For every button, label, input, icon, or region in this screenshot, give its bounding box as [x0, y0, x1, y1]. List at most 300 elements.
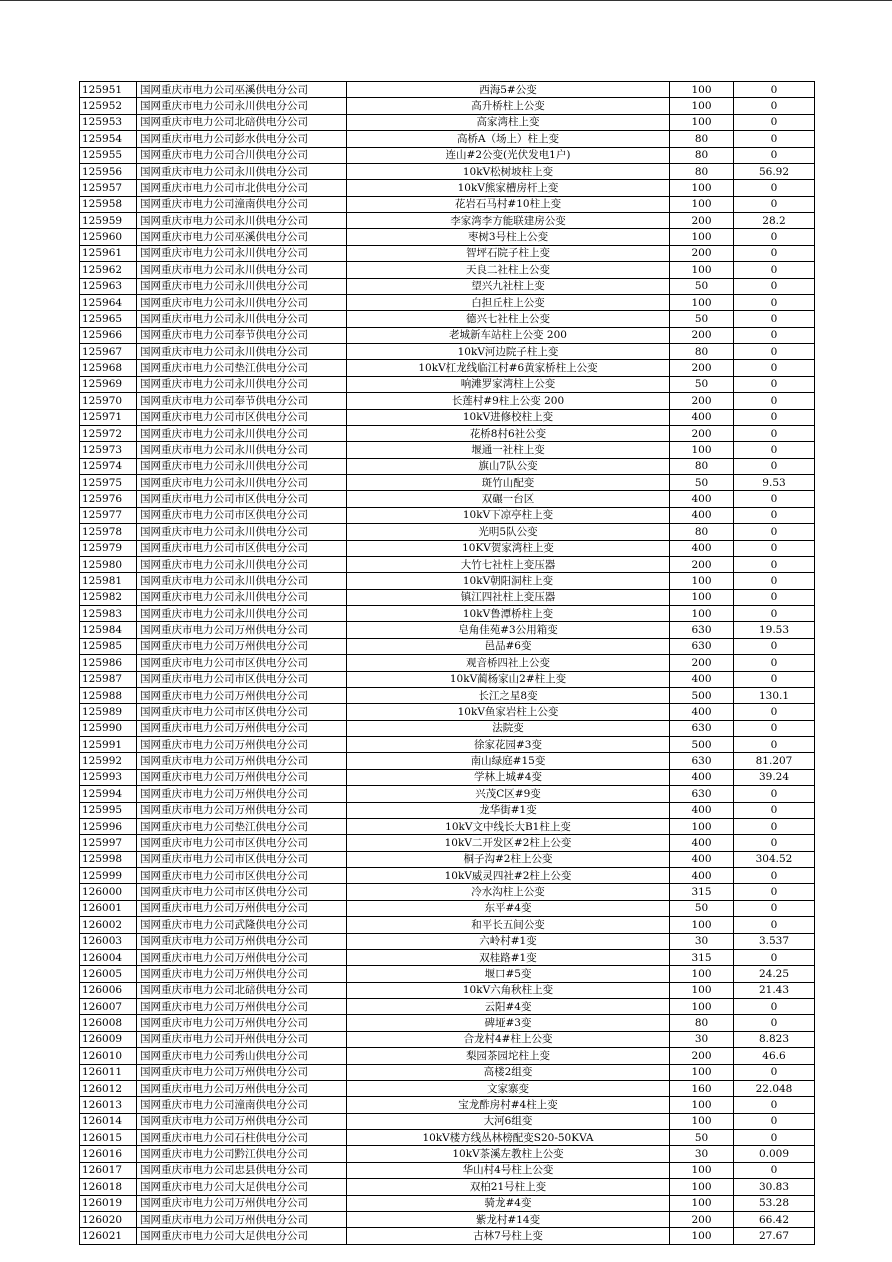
- value-cell: 0: [734, 737, 815, 753]
- row-id-cell: 126021: [80, 1228, 137, 1244]
- transformer-name-cell: 观音桥四社上公变: [347, 655, 670, 671]
- capacity-cell: 100: [670, 1195, 734, 1211]
- transformer-name-cell: 碑垭#3变: [347, 1015, 670, 1031]
- transformer-name-cell: 云阳#4变: [347, 999, 670, 1015]
- transformer-name-cell: 高桥A（场上）柱上变: [347, 131, 670, 147]
- transformer-name-cell: 李家湾李方能联建房公变: [347, 213, 670, 229]
- company-cell: 国网重庆市电力公司彭水供电分公司: [137, 131, 347, 147]
- company-cell: 国网重庆市电力公司合川供电分公司: [137, 147, 347, 163]
- value-cell: 0: [734, 344, 815, 360]
- company-cell: 国网重庆市电力公司万州供电分公司: [137, 1113, 347, 1129]
- table-row: [80, 638, 815, 654]
- company-cell: 国网重庆市电力公司万州供电分公司: [137, 1211, 347, 1227]
- company-cell: 国网重庆市电力公司万州供电分公司: [137, 933, 347, 949]
- transformer-name-cell: 冷水沟柱上公变: [347, 884, 670, 900]
- table-body: [80, 82, 815, 1245]
- company-cell: 国网重庆市电力公司永川供电分公司: [137, 311, 347, 327]
- company-cell: 国网重庆市电力公司北碚供电分公司: [137, 114, 347, 130]
- value-cell: 0: [734, 835, 815, 851]
- value-cell: 0: [734, 720, 815, 736]
- value-cell: 0: [734, 196, 815, 212]
- table-row: [80, 278, 815, 294]
- row-id-cell: 125968: [80, 360, 137, 376]
- table-row: [80, 933, 815, 949]
- row-id-cell: 125990: [80, 720, 137, 736]
- table-row: [80, 1064, 815, 1080]
- transformer-name-cell: 和平长五间公变: [347, 917, 670, 933]
- table-row: [80, 818, 815, 834]
- capacity-cell: 100: [670, 196, 734, 212]
- row-id-cell: 126003: [80, 933, 137, 949]
- capacity-cell: 500: [670, 687, 734, 703]
- company-cell: 国网重庆市电力公司万州供电分公司: [137, 999, 347, 1015]
- company-cell: 国网重庆市电力公司黔江供电分公司: [137, 1146, 347, 1162]
- row-id-cell: 126005: [80, 966, 137, 982]
- row-id-cell: 125981: [80, 573, 137, 589]
- table-row: [80, 98, 815, 114]
- row-id-cell: 125994: [80, 786, 137, 802]
- value-cell: 0: [734, 704, 815, 720]
- value-cell: 0: [734, 327, 815, 343]
- capacity-cell: 100: [670, 818, 734, 834]
- transformer-name-cell: 光明5队公变: [347, 524, 670, 540]
- company-cell: 国网重庆市电力公司永川供电分公司: [137, 262, 347, 278]
- company-cell: 国网重庆市电力公司万州供电分公司: [137, 638, 347, 654]
- company-cell: 国网重庆市电力公司万州供电分公司: [137, 900, 347, 916]
- value-cell: 0: [734, 1097, 815, 1113]
- transformer-name-cell: 连山#2公变(光伏发电1户): [347, 147, 670, 163]
- transformer-name-cell: 10kV威灵四社#2柱上公变: [347, 868, 670, 884]
- table-row: [80, 327, 815, 343]
- transformer-name-cell: 南山绿庭#15变: [347, 753, 670, 769]
- capacity-cell: 630: [670, 786, 734, 802]
- transformer-name-cell: 骑龙#4变: [347, 1195, 670, 1211]
- value-cell: 0: [734, 458, 815, 474]
- value-cell: 0: [734, 671, 815, 687]
- capacity-cell: 100: [670, 606, 734, 622]
- transformer-name-cell: 10kV鱼家岩柱上公变: [347, 704, 670, 720]
- row-id-cell: 126017: [80, 1162, 137, 1178]
- company-cell: 国网重庆市电力公司石柱供电分公司: [137, 1130, 347, 1146]
- value-cell: 22.048: [734, 1080, 815, 1096]
- row-id-cell: 126007: [80, 999, 137, 1015]
- capacity-cell: 400: [670, 868, 734, 884]
- capacity-cell: 630: [670, 720, 734, 736]
- table-row: [80, 573, 815, 589]
- row-id-cell: 125987: [80, 671, 137, 687]
- company-cell: 国网重庆市电力公司万州供电分公司: [137, 737, 347, 753]
- value-cell: 0: [734, 556, 815, 572]
- value-cell: 0: [734, 900, 815, 916]
- company-cell: 国网重庆市电力公司奉节供电分公司: [137, 327, 347, 343]
- capacity-cell: 100: [670, 1064, 734, 1080]
- value-cell: 0: [734, 229, 815, 245]
- value-cell: 27.67: [734, 1228, 815, 1244]
- value-cell: 0: [734, 491, 815, 507]
- table-row: [80, 163, 815, 179]
- value-cell: 46.6: [734, 1048, 815, 1064]
- row-id-cell: 125951: [80, 82, 137, 98]
- table-row: [80, 82, 815, 98]
- row-id-cell: 126019: [80, 1195, 137, 1211]
- capacity-cell: 200: [670, 655, 734, 671]
- value-cell: 0: [734, 360, 815, 376]
- row-id-cell: 126015: [80, 1130, 137, 1146]
- capacity-cell: 200: [670, 1048, 734, 1064]
- transformer-name-cell: 老城新车站柱上公变 200: [347, 327, 670, 343]
- table-row: [80, 393, 815, 409]
- table-row: [80, 1113, 815, 1129]
- table-row: [80, 245, 815, 261]
- table-row: [80, 671, 815, 687]
- company-cell: 国网重庆市电力公司潼南供电分公司: [137, 196, 347, 212]
- row-id-cell: 125986: [80, 655, 137, 671]
- transformer-name-cell: 紫龙村#14变: [347, 1211, 670, 1227]
- capacity-cell: 100: [670, 442, 734, 458]
- table-row: [80, 425, 815, 441]
- capacity-cell: 50: [670, 278, 734, 294]
- transformer-name-cell: 10kV茶溪左教柱上公变: [347, 1146, 670, 1162]
- company-cell: 国网重庆市电力公司万州供电分公司: [137, 802, 347, 818]
- row-id-cell: 125961: [80, 245, 137, 261]
- row-id-cell: 125984: [80, 622, 137, 638]
- company-cell: 国网重庆市电力公司市区供电分公司: [137, 851, 347, 867]
- table-row: [80, 131, 815, 147]
- transformer-name-cell: 旗山7队公变: [347, 458, 670, 474]
- value-cell: 56.92: [734, 163, 815, 179]
- value-cell: 0: [734, 786, 815, 802]
- transformer-name-cell: 10kV进修校柱上变: [347, 409, 670, 425]
- value-cell: 0: [734, 818, 815, 834]
- capacity-cell: 50: [670, 900, 734, 916]
- capacity-cell: 400: [670, 409, 734, 425]
- row-id-cell: 125978: [80, 524, 137, 540]
- table-row: [80, 589, 815, 605]
- value-cell: 0: [734, 131, 815, 147]
- row-id-cell: 125991: [80, 737, 137, 753]
- value-cell: 0: [734, 802, 815, 818]
- table-row: [80, 802, 815, 818]
- value-cell: 0: [734, 868, 815, 884]
- table-row: [80, 507, 815, 523]
- capacity-cell: 200: [670, 245, 734, 261]
- table-row: [80, 1162, 815, 1178]
- capacity-cell: 50: [670, 376, 734, 392]
- value-cell: 0: [734, 917, 815, 933]
- value-cell: 3.537: [734, 933, 815, 949]
- transformer-name-cell: 10kV松树坡柱上变: [347, 163, 670, 179]
- capacity-cell: 100: [670, 982, 734, 998]
- company-cell: 国网重庆市电力公司万州供电分公司: [137, 966, 347, 982]
- table-row: [80, 311, 815, 327]
- row-id-cell: 126008: [80, 1015, 137, 1031]
- transformer-name-cell: 文家寨变: [347, 1080, 670, 1096]
- transformer-name-cell: 双柏21号柱上变: [347, 1179, 670, 1195]
- row-id-cell: 125997: [80, 835, 137, 851]
- company-cell: 国网重庆市电力公司巫溪供电分公司: [137, 82, 347, 98]
- row-id-cell: 125963: [80, 278, 137, 294]
- value-cell: 0: [734, 262, 815, 278]
- value-cell: 0: [734, 311, 815, 327]
- value-cell: 0: [734, 606, 815, 622]
- capacity-cell: 400: [670, 835, 734, 851]
- table-row: [80, 769, 815, 785]
- value-cell: 0: [734, 245, 815, 261]
- table-row: [80, 606, 815, 622]
- transformer-name-cell: 斑竹山配变: [347, 475, 670, 491]
- table-row: [80, 409, 815, 425]
- company-cell: 国网重庆市电力公司永川供电分公司: [137, 294, 347, 310]
- value-cell: 0: [734, 1064, 815, 1080]
- row-id-cell: 125975: [80, 475, 137, 491]
- transformer-name-cell: 古林7号柱上变: [347, 1228, 670, 1244]
- value-cell: 53.28: [734, 1195, 815, 1211]
- transformer-name-cell: 合龙村4#柱上公变: [347, 1031, 670, 1047]
- row-id-cell: 125982: [80, 589, 137, 605]
- transformer-name-cell: 花桥8村6社公变: [347, 425, 670, 441]
- transformer-name-cell: 兴茂C区#9变: [347, 786, 670, 802]
- page-top-rule: [0, 0, 892, 1]
- transformer-name-cell: 桐子沟#2柱上公变: [347, 851, 670, 867]
- capacity-cell: 400: [670, 507, 734, 523]
- company-cell: 国网重庆市电力公司永川供电分公司: [137, 475, 347, 491]
- transformer-name-cell: 皂角佳苑#3公用箱变: [347, 622, 670, 638]
- capacity-cell: 200: [670, 556, 734, 572]
- capacity-cell: 100: [670, 294, 734, 310]
- capacity-cell: 100: [670, 82, 734, 98]
- value-cell: 0: [734, 98, 815, 114]
- value-cell: 0: [734, 949, 815, 965]
- row-id-cell: 125992: [80, 753, 137, 769]
- capacity-cell: 100: [670, 917, 734, 933]
- row-id-cell: 125958: [80, 196, 137, 212]
- value-cell: 0: [734, 393, 815, 409]
- transformer-name-cell: 双桂路#1变: [347, 949, 670, 965]
- value-cell: 81.207: [734, 753, 815, 769]
- table-row: [80, 344, 815, 360]
- table-row: [80, 737, 815, 753]
- row-id-cell: 126009: [80, 1031, 137, 1047]
- value-cell: 39.24: [734, 769, 815, 785]
- capacity-cell: 100: [670, 180, 734, 196]
- row-id-cell: 125995: [80, 802, 137, 818]
- table-row: [80, 1195, 815, 1211]
- row-id-cell: 126001: [80, 900, 137, 916]
- row-id-cell: 125970: [80, 393, 137, 409]
- row-id-cell: 125996: [80, 818, 137, 834]
- transformer-name-cell: 东平#4变: [347, 900, 670, 916]
- transformer-name-cell: 10kV熊家槽房杆上变: [347, 180, 670, 196]
- value-cell: 0: [734, 524, 815, 540]
- transformer-name-cell: 天良二社柱上公变: [347, 262, 670, 278]
- row-id-cell: 125964: [80, 294, 137, 310]
- capacity-cell: 400: [670, 802, 734, 818]
- capacity-cell: 400: [670, 540, 734, 556]
- transformer-name-cell: 西海5#公变: [347, 82, 670, 98]
- value-cell: 30.83: [734, 1179, 815, 1195]
- capacity-cell: 100: [670, 1162, 734, 1178]
- table-row: [80, 376, 815, 392]
- value-cell: 0: [734, 442, 815, 458]
- transformer-name-cell: 徐家花园#3变: [347, 737, 670, 753]
- row-id-cell: 125979: [80, 540, 137, 556]
- row-id-cell: 125988: [80, 687, 137, 703]
- capacity-cell: 400: [670, 671, 734, 687]
- capacity-cell: 80: [670, 131, 734, 147]
- row-id-cell: 125955: [80, 147, 137, 163]
- transformer-name-cell: 镇江四社柱上变压器: [347, 589, 670, 605]
- value-cell: 28.2: [734, 213, 815, 229]
- company-cell: 国网重庆市电力公司万州供电分公司: [137, 753, 347, 769]
- transformer-name-cell: 10kV杠龙线临江村#6黄家桥柱上公变: [347, 360, 670, 376]
- table-row: [80, 475, 815, 491]
- capacity-cell: 500: [670, 737, 734, 753]
- row-id-cell: 125971: [80, 409, 137, 425]
- table-row: [80, 458, 815, 474]
- transformer-name-cell: 长江之星8变: [347, 687, 670, 703]
- row-id-cell: 126016: [80, 1146, 137, 1162]
- value-cell: 0: [734, 540, 815, 556]
- company-cell: 国网重庆市电力公司秀山供电分公司: [137, 1048, 347, 1064]
- row-id-cell: 126018: [80, 1179, 137, 1195]
- transformer-name-cell: 10kV鲁潭桥柱上变: [347, 606, 670, 622]
- value-cell: 130.1: [734, 687, 815, 703]
- capacity-cell: 200: [670, 425, 734, 441]
- table-row: [80, 262, 815, 278]
- company-cell: 国网重庆市电力公司市区供电分公司: [137, 655, 347, 671]
- table-row: [80, 720, 815, 736]
- value-cell: 0: [734, 409, 815, 425]
- transformer-name-cell: 枣树3号柱上公变: [347, 229, 670, 245]
- transformer-name-cell: 宝龙酢房村#4柱上变: [347, 1097, 670, 1113]
- capacity-cell: 100: [670, 114, 734, 130]
- table-row: [80, 786, 815, 802]
- company-cell: 国网重庆市电力公司市区供电分公司: [137, 884, 347, 900]
- company-cell: 国网重庆市电力公司市区供电分公司: [137, 409, 347, 425]
- transformer-name-cell: 10kV楼方线丛林榜配变S20-50KVA: [347, 1130, 670, 1146]
- company-cell: 国网重庆市电力公司潼南供电分公司: [137, 1097, 347, 1113]
- company-cell: 国网重庆市电力公司万州供电分公司: [137, 622, 347, 638]
- row-id-cell: 125983: [80, 606, 137, 622]
- table-row: [80, 147, 815, 163]
- value-cell: 21.43: [734, 982, 815, 998]
- company-cell: 国网重庆市电力公司市区供电分公司: [137, 868, 347, 884]
- company-cell: 国网重庆市电力公司忠县供电分公司: [137, 1162, 347, 1178]
- capacity-cell: 80: [670, 524, 734, 540]
- company-cell: 国网重庆市电力公司永川供电分公司: [137, 278, 347, 294]
- capacity-cell: 200: [670, 213, 734, 229]
- value-cell: 0: [734, 507, 815, 523]
- table-row: [80, 360, 815, 376]
- row-id-cell: 125969: [80, 376, 137, 392]
- table-row: [80, 1179, 815, 1195]
- transformer-name-cell: 双碾一台区: [347, 491, 670, 507]
- value-cell: 0: [734, 278, 815, 294]
- table-row: [80, 1211, 815, 1227]
- company-cell: 国网重庆市电力公司市区供电分公司: [137, 704, 347, 720]
- data-table: [79, 81, 815, 1245]
- capacity-cell: 200: [670, 327, 734, 343]
- company-cell: 国网重庆市电力公司市区供电分公司: [137, 835, 347, 851]
- transformer-name-cell: 花岩石马村#10柱上变: [347, 196, 670, 212]
- company-cell: 国网重庆市电力公司市区供电分公司: [137, 671, 347, 687]
- value-cell: 0: [734, 1015, 815, 1031]
- value-cell: 0: [734, 999, 815, 1015]
- value-cell: 0: [734, 425, 815, 441]
- transformer-name-cell: 堰口#5变: [347, 966, 670, 982]
- table-row: [80, 884, 815, 900]
- row-id-cell: 126004: [80, 949, 137, 965]
- table-row: [80, 556, 815, 572]
- company-cell: 国网重庆市电力公司巫溪供电分公司: [137, 229, 347, 245]
- table-row: [80, 442, 815, 458]
- row-id-cell: 125957: [80, 180, 137, 196]
- company-cell: 国网重庆市电力公司永川供电分公司: [137, 573, 347, 589]
- row-id-cell: 125956: [80, 163, 137, 179]
- transformer-name-cell: 10kV二开发区#2柱上公变: [347, 835, 670, 851]
- transformer-name-cell: 10kV蔺杨家山2#柱上变: [347, 671, 670, 687]
- capacity-cell: 315: [670, 884, 734, 900]
- company-cell: 国网重庆市电力公司北碚供电分公司: [137, 982, 347, 998]
- row-id-cell: 125993: [80, 769, 137, 785]
- value-cell: 0: [734, 180, 815, 196]
- value-cell: 0.009: [734, 1146, 815, 1162]
- capacity-cell: 400: [670, 491, 734, 507]
- capacity-cell: 200: [670, 360, 734, 376]
- company-cell: 国网重庆市电力公司万州供电分公司: [137, 949, 347, 965]
- value-cell: 0: [734, 82, 815, 98]
- table-row: [80, 524, 815, 540]
- table-row: [80, 114, 815, 130]
- table-row: [80, 1130, 815, 1146]
- company-cell: 国网重庆市电力公司市北供电分公司: [137, 180, 347, 196]
- transformer-name-cell: 华山村4号柱上公变: [347, 1162, 670, 1178]
- capacity-cell: 100: [670, 98, 734, 114]
- row-id-cell: 126006: [80, 982, 137, 998]
- capacity-cell: 100: [670, 229, 734, 245]
- value-cell: 0: [734, 147, 815, 163]
- transformer-name-cell: 长莲村#9柱上公变 200: [347, 393, 670, 409]
- table-row: [80, 704, 815, 720]
- row-id-cell: 125965: [80, 311, 137, 327]
- table-row: [80, 196, 815, 212]
- table-row: [80, 294, 815, 310]
- transformer-name-cell: 10kV文中线长大B1柱上变: [347, 818, 670, 834]
- row-id-cell: 125989: [80, 704, 137, 720]
- company-cell: 国网重庆市电力公司万州供电分公司: [137, 720, 347, 736]
- row-id-cell: 125999: [80, 868, 137, 884]
- capacity-cell: 100: [670, 1179, 734, 1195]
- capacity-cell: 630: [670, 638, 734, 654]
- row-id-cell: 125998: [80, 851, 137, 867]
- table-row: [80, 1048, 815, 1064]
- table-row: [80, 1015, 815, 1031]
- capacity-cell: 100: [670, 262, 734, 278]
- capacity-cell: 80: [670, 458, 734, 474]
- company-cell: 国网重庆市电力公司永川供电分公司: [137, 98, 347, 114]
- transformer-name-cell: 望兴九社柱上变: [347, 278, 670, 294]
- transformer-name-cell: 堰通一社柱上变: [347, 442, 670, 458]
- row-id-cell: 125953: [80, 114, 137, 130]
- row-id-cell: 125967: [80, 344, 137, 360]
- value-cell: 0: [734, 655, 815, 671]
- company-cell: 国网重庆市电力公司永川供电分公司: [137, 344, 347, 360]
- value-cell: 0: [734, 376, 815, 392]
- transformer-name-cell: 龙华街#1变: [347, 802, 670, 818]
- company-cell: 国网重庆市电力公司垫江供电分公司: [137, 360, 347, 376]
- company-cell: 国网重庆市电力公司永川供电分公司: [137, 524, 347, 540]
- table-row: [80, 999, 815, 1015]
